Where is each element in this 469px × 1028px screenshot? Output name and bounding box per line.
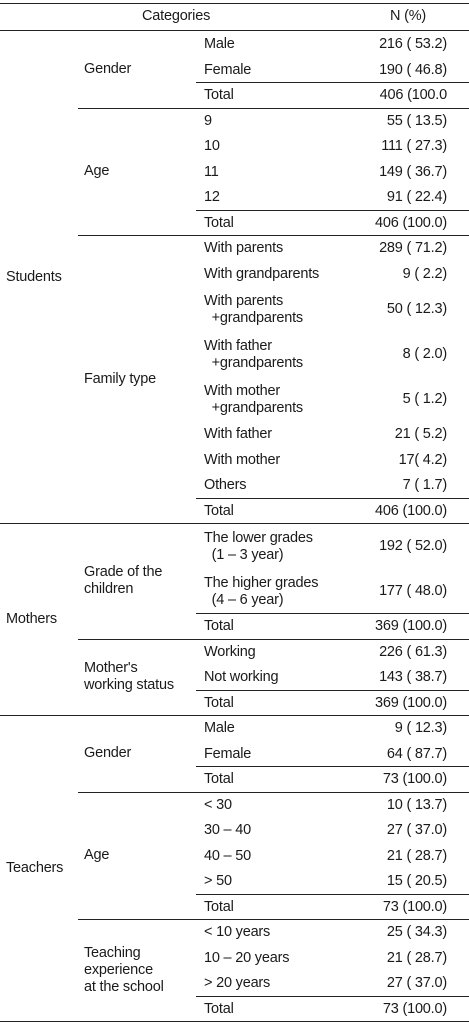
row-item-label: Total <box>204 694 234 711</box>
row-item-label: Female <box>204 61 252 78</box>
row-item-label: Not working <box>204 669 279 686</box>
row-n-value: 91 ( 22.4) <box>386 189 447 206</box>
row-n-value: 21 ( 5.2) <box>394 426 447 443</box>
row-item-label: 10 <box>204 138 220 155</box>
row-n-value: 27 ( 37.0) <box>386 975 447 992</box>
row-n-value: 289 ( 71.2) <box>379 240 447 257</box>
row-n-value: 73 (100.0) <box>382 1000 447 1017</box>
row-item-label: Total <box>204 898 234 915</box>
row-item-label: < 30 <box>204 796 232 813</box>
subgroup-label: Age <box>84 846 110 863</box>
group-label: Students <box>6 268 62 285</box>
row-n-value: 25 ( 34.3) <box>386 924 447 941</box>
row-n-value: 27 ( 37.0) <box>386 822 447 839</box>
total-rule <box>196 996 469 997</box>
header-categories: Categories <box>142 8 211 24</box>
subgroup-label: Gender <box>84 744 132 761</box>
row-n-value: 216 ( 53.2) <box>379 36 447 53</box>
row-n-value: 177 ( 48.0) <box>379 583 447 599</box>
row-n-value: 10 ( 13.7) <box>386 796 447 813</box>
row-n-value: 8 ( 2.0) <box>402 346 447 362</box>
row-n-value: 7 ( 1.7) <box>402 477 447 494</box>
total-rule <box>196 82 469 83</box>
subgroup-label: Age <box>84 162 110 179</box>
row-n-value: 406 (100.0) <box>375 502 447 519</box>
row-item-label: > 20 years <box>204 975 271 992</box>
row-item-label: Male <box>204 36 235 53</box>
row-item-label: The higher grades (4 – 6 year) <box>204 574 319 608</box>
row-item-label: With mother +grandparents <box>204 382 303 416</box>
row-item-label: Female <box>204 745 252 762</box>
row-item-label: > 50 <box>204 873 232 890</box>
subgroup-rule <box>78 108 469 109</box>
row-n-value: 143 ( 38.7) <box>379 669 447 686</box>
row-item-label: 9 <box>204 112 212 129</box>
group-rule <box>0 523 469 524</box>
subgroup-rule <box>78 235 469 236</box>
header-n-percent: N (%) <box>390 8 427 24</box>
row-n-value: 21 ( 28.7) <box>386 847 447 864</box>
row-item-label: 30 – 40 <box>204 822 251 839</box>
subgroup-label: Teaching experience at the school <box>84 944 164 995</box>
group-label: Mothers <box>6 610 57 627</box>
row-n-value: 73 (100.0) <box>382 771 447 788</box>
total-rule <box>196 498 469 499</box>
row-n-value: 9 ( 2.2) <box>402 265 447 282</box>
row-item-label: Working <box>204 643 256 660</box>
row-n-value: 111 ( 27.3) <box>381 138 447 155</box>
row-item-label: Total <box>204 771 234 788</box>
row-item-label: Total <box>204 1000 234 1017</box>
row-n-value: 55 ( 13.5) <box>386 112 447 129</box>
row-item-label: 40 – 50 <box>204 847 251 864</box>
total-rule <box>196 894 469 895</box>
row-item-label: Total <box>204 618 234 635</box>
row-item-label: 12 <box>204 189 220 206</box>
subgroup-rule <box>78 919 469 920</box>
row-n-value: 190 ( 46.8) <box>379 61 447 78</box>
total-rule <box>196 613 469 614</box>
row-item-label: Others <box>204 477 247 494</box>
row-n-value: 369 (100.0) <box>375 694 447 711</box>
row-n-value: 149 ( 36.7) <box>379 163 447 180</box>
row-item-label: With father +grandparents <box>204 337 303 371</box>
subgroup-label: Family type <box>84 370 156 387</box>
row-item-label: The lower grades (1 – 3 year) <box>204 529 313 563</box>
row-n-value: 406 (100.0) <box>375 214 447 231</box>
group-rule <box>0 715 469 716</box>
total-rule <box>196 766 469 767</box>
row-n-value: 17( 4.2) <box>398 451 447 468</box>
row-item-label: With father <box>204 426 272 443</box>
row-item-label: With grandparents <box>204 265 320 282</box>
row-n-value: 50 ( 12.3) <box>386 301 447 317</box>
row-n-value: 64 ( 87.7) <box>386 745 447 762</box>
row-n-value: 192 ( 52.0) <box>379 538 447 554</box>
row-n-value: 9 ( 12.3) <box>394 720 447 737</box>
row-n-value: 5 ( 1.2) <box>402 391 447 407</box>
row-n-value: 369 (100.0) <box>375 618 447 635</box>
row-n-value: 15 ( 20.5) <box>386 873 447 890</box>
subgroup-label: Mother's working status <box>84 659 174 693</box>
row-n-value: 406 (100.0 <box>379 87 447 104</box>
header-bottom-rule <box>0 30 469 31</box>
row-item-label: Total <box>204 214 234 231</box>
header-top-rule <box>0 3 469 4</box>
group-label: Teachers <box>6 859 64 876</box>
row-item-label: With parents +grandparents <box>204 292 303 326</box>
total-rule <box>196 690 469 691</box>
row-item-label: < 10 years <box>204 924 271 941</box>
row-item-label: With mother <box>204 451 280 468</box>
total-rule <box>196 210 469 211</box>
subgroup-label: Gender <box>84 60 132 77</box>
row-item-label: 11 <box>204 163 219 180</box>
subgroup-label: Grade of the children <box>84 563 163 597</box>
row-n-value: 21 ( 28.7) <box>386 949 447 966</box>
row-n-value: 226 ( 61.3) <box>379 643 447 660</box>
row-item-label: Total <box>204 87 234 104</box>
subgroup-rule <box>78 639 469 640</box>
row-item-label: Total <box>204 502 234 519</box>
subgroup-rule <box>78 792 469 793</box>
row-item-label: With parents <box>204 240 283 257</box>
row-item-label: 10 – 20 years <box>204 949 290 966</box>
row-n-value: 73 (100.0) <box>382 898 447 915</box>
table-bottom-rule <box>0 1021 469 1022</box>
row-item-label: Male <box>204 720 235 737</box>
